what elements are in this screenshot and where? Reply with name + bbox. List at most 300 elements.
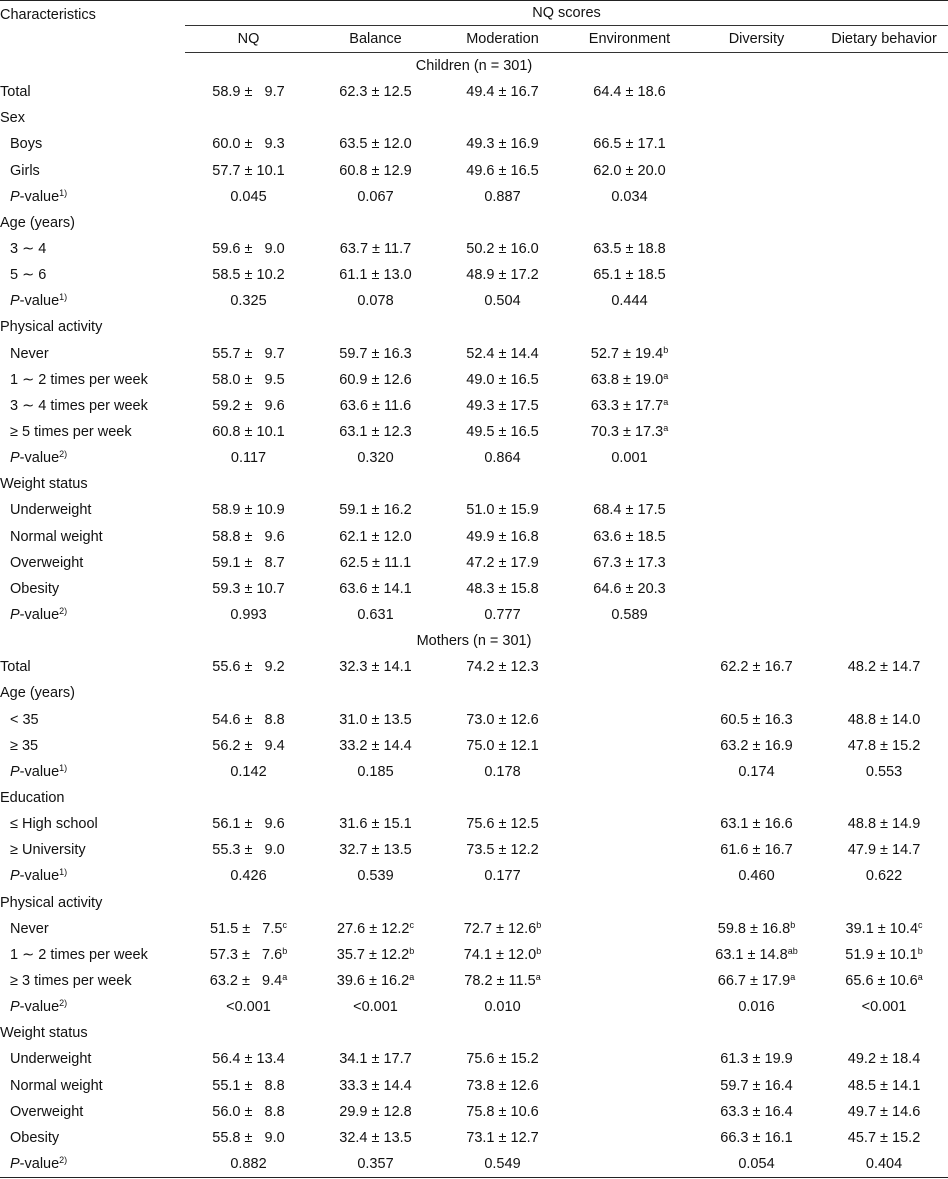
table-cell: 56.0 ± 8.8	[212, 1103, 285, 1120]
table-cell	[693, 262, 820, 288]
table-cell: 45.7 ± 15.2	[847, 1129, 921, 1146]
footnote-marker: 1)	[59, 187, 68, 198]
table-cell: <0.001	[353, 999, 398, 1016]
significance-letter: a	[663, 370, 669, 381]
row-label: Never	[10, 920, 49, 937]
table-cell	[693, 471, 820, 497]
table-cell	[566, 759, 693, 785]
significance-letter: b	[917, 945, 923, 956]
table-cell: 49.5 ± 16.5	[466, 424, 539, 441]
table-cell: 0.357	[312, 1151, 439, 1178]
table-cell	[185, 890, 312, 916]
table-cell: 0.444	[611, 293, 648, 310]
table-row	[0, 863, 948, 889]
table-cell: 0.426	[230, 868, 267, 885]
table-cell	[693, 602, 820, 628]
children-section-label: Children (n = 301)	[415, 58, 533, 75]
table-cell: 66.5 ± 17.1	[593, 136, 666, 153]
table-cell	[439, 1020, 566, 1046]
footnote-marker: 2)	[59, 606, 68, 617]
table-cell: 59.2 ± 9.6	[212, 397, 285, 414]
table-cell: 0.404	[820, 1151, 948, 1178]
table-cell	[693, 131, 820, 157]
table-cell	[566, 994, 693, 1020]
table-cell	[312, 680, 439, 706]
table-cell	[820, 158, 948, 184]
column-header-diversity: Diversity	[693, 26, 820, 53]
table-cell: 51.5 ± 7.5$^c$	[210, 919, 287, 937]
significance-letter: a	[663, 396, 669, 407]
table-cell	[693, 393, 820, 419]
table-cell	[566, 1072, 693, 1098]
table-row	[0, 367, 948, 393]
table-cell: 32.7 ± 13.5	[339, 842, 412, 859]
table-cell	[312, 471, 439, 497]
table-row	[0, 811, 948, 837]
significance-letter: b	[282, 945, 288, 956]
table-cell	[820, 314, 948, 340]
footnote-marker: 1)	[59, 867, 68, 878]
table-cell	[693, 680, 820, 706]
row-label: Obesity	[10, 1129, 60, 1146]
table-cell: 0.504	[484, 293, 521, 310]
table-cell	[312, 890, 439, 916]
table-row	[0, 288, 948, 314]
table-cell: 0.622	[865, 868, 903, 885]
table-row	[0, 236, 948, 262]
table-row	[0, 576, 948, 602]
table-cell	[693, 785, 820, 811]
row-label: < 35	[10, 711, 39, 728]
row-label: Obesity	[10, 580, 60, 597]
table-cell: 59.1 ± 8.7	[212, 554, 285, 571]
table-cell: 49.0 ± 16.5	[466, 371, 539, 388]
table-cell	[566, 733, 693, 759]
column-header-balance: Balance	[312, 26, 439, 53]
table-cell	[820, 131, 948, 157]
table-cell: 63.6 ± 18.5	[593, 528, 666, 545]
table-row	[0, 262, 948, 288]
table-cell: 29.9 ± 12.8	[339, 1103, 412, 1120]
table-cell	[566, 785, 693, 811]
table-cell: 0.177	[484, 868, 521, 885]
table-cell: 0.016	[738, 999, 775, 1016]
table-cell: 31.0 ± 13.5	[339, 711, 412, 728]
table-row	[0, 210, 948, 236]
row-label: Sex	[0, 110, 25, 127]
table-cell: 56.1 ± 9.6	[212, 816, 285, 833]
table-cell: 60.8 ± 12.9	[339, 162, 412, 179]
table-cell: 50.2 ± 16.0	[466, 241, 539, 258]
table-cell: 78.2 ± 11.5$^a$	[464, 971, 541, 989]
table-cell	[312, 105, 439, 131]
table-cell	[566, 105, 693, 131]
table-row	[0, 1020, 948, 1046]
row-label: Boys	[10, 136, 43, 153]
table-cell: 34.1 ± 17.7	[339, 1051, 412, 1068]
table-cell: 62.1 ± 12.0	[339, 528, 412, 545]
table-row	[0, 79, 948, 105]
table-cell: 60.5 ± 16.3	[720, 711, 793, 728]
table-cell: 48.2 ± 14.7	[847, 659, 921, 676]
table-cell	[820, 79, 948, 105]
table-cell	[820, 785, 948, 811]
table-cell	[439, 314, 566, 340]
column-header-environment: Environment	[566, 26, 693, 53]
table-cell: 73.8 ± 12.6	[466, 1077, 539, 1094]
table-cell	[820, 890, 948, 916]
table-row	[0, 158, 948, 184]
table-cell	[439, 785, 566, 811]
table-cell: 49.4 ± 16.7	[466, 84, 539, 101]
table-cell	[820, 471, 948, 497]
table-cell: 49.2 ± 18.4	[847, 1051, 921, 1068]
row-label: P-value$^{2)}$	[10, 449, 68, 467]
table-cell: 65.1 ± 18.5	[593, 267, 666, 284]
table-cell: 0.993	[230, 607, 267, 624]
table-cell: 0.539	[357, 868, 394, 885]
table-cell: 74.1 ± 12.0$^b$	[463, 945, 542, 963]
table-cell: 0.067	[357, 188, 394, 205]
significance-letter: b	[663, 344, 669, 355]
table-cell: 49.7 ± 14.6	[847, 1103, 921, 1120]
table-cell: 48.9 ± 17.2	[466, 267, 539, 284]
table-cell: 63.2 ± 16.9	[720, 737, 793, 754]
table-row	[0, 524, 948, 550]
table-cell: 48.8 ± 14.9	[847, 816, 921, 833]
row-label: P-value$^{2)}$	[0, 1151, 185, 1178]
table-cell: 32.4 ± 13.5	[339, 1129, 412, 1146]
table-cell: 0.631	[357, 607, 394, 624]
table-cell	[566, 916, 693, 942]
row-label: Age (years)	[0, 685, 75, 702]
table-cell: 0.034	[611, 188, 648, 205]
table-row	[0, 550, 948, 576]
table-row	[0, 419, 948, 445]
table-cell: 63.7 ± 11.7	[339, 241, 412, 258]
table-cell	[820, 184, 948, 210]
row-label: 1 ∼ 2 times per week	[10, 371, 148, 388]
table-row	[0, 890, 948, 916]
table-cell	[566, 1125, 693, 1151]
table-cell	[693, 288, 820, 314]
table-cell	[693, 890, 820, 916]
row-label: P-value$^{1)}$	[10, 762, 68, 780]
table-cell: 63.2 ± 9.4$^a$	[209, 971, 288, 989]
table-cell	[820, 105, 948, 131]
table-cell: 62.2 ± 16.7	[720, 659, 793, 676]
significance-letter: a	[790, 971, 796, 982]
row-label: ≤ High school	[10, 816, 98, 833]
table-row	[0, 707, 948, 733]
table-cell: 0.325	[230, 293, 267, 310]
table-cell	[566, 890, 693, 916]
table-cell	[693, 236, 820, 262]
table-cell: 49.9 ± 16.8	[466, 528, 539, 545]
table-cell: 63.3 ± 17.7$^a$	[590, 396, 669, 414]
table-row	[0, 680, 948, 706]
table-cell	[820, 210, 948, 236]
table-cell	[820, 576, 948, 602]
table-cell: 32.3 ± 14.1	[339, 659, 412, 676]
table-row	[0, 785, 948, 811]
table-cell	[820, 550, 948, 576]
row-label: Never	[10, 345, 49, 362]
table-cell: 0.054	[693, 1151, 820, 1178]
row-label: 1 ∼ 2 times per week	[10, 946, 148, 963]
children-section-row	[0, 53, 948, 80]
row-label: ≥ 3 times per week	[10, 972, 132, 989]
row-label: Total	[0, 659, 31, 676]
table-cell: 0.185	[357, 763, 394, 780]
table-cell	[820, 341, 948, 367]
row-label: ≥ 35	[10, 737, 39, 754]
significance-letter: c	[918, 919, 923, 930]
table-cell	[439, 680, 566, 706]
table-cell: <0.001	[861, 999, 907, 1016]
table-cell: 27.6 ± 12.2$^c$	[337, 919, 414, 937]
row-label: P-value$^{2)}$	[10, 606, 68, 624]
table-cell: 59.3 ± 10.7	[212, 580, 285, 597]
mothers-section-row	[0, 628, 948, 654]
table-row	[0, 1099, 948, 1125]
table-cell	[820, 445, 948, 471]
row-label: Total	[0, 84, 31, 101]
row-label: P-value$^{2)}$	[10, 998, 68, 1016]
table-cell: 61.1 ± 13.0	[339, 267, 412, 284]
significance-letter: ab	[787, 945, 798, 956]
table-cell: 39.6 ± 16.2$^a$	[336, 971, 415, 989]
table-cell	[820, 419, 948, 445]
table-cell: 63.8 ± 19.0$^a$	[590, 370, 669, 388]
table-cell	[439, 105, 566, 131]
table-cell	[693, 79, 820, 105]
table-cell: 0.864	[484, 450, 521, 467]
table-row	[0, 602, 948, 628]
table-cell	[185, 210, 312, 236]
table-cell: 0.174	[738, 763, 775, 780]
table-row	[0, 654, 948, 680]
significance-letter: b	[536, 919, 542, 930]
significance-letter: c	[282, 919, 287, 930]
table-cell: 52.4 ± 14.4	[466, 345, 539, 362]
mothers-section-label: Mothers (n = 301)	[416, 633, 532, 650]
table-cell: 60.8 ± 10.1	[212, 424, 285, 441]
table-row	[0, 184, 948, 210]
row-label: Overweight	[10, 554, 84, 571]
table-cell	[820, 393, 948, 419]
table-cell: 51.9 ± 10.1$^b$	[845, 945, 923, 963]
table-cell	[566, 1046, 693, 1072]
row-label: Overweight	[10, 1103, 84, 1120]
table-cell	[312, 1020, 439, 1046]
row-label: 3 ∼ 4 times per week	[10, 397, 148, 414]
significance-letter: b	[790, 919, 796, 930]
table-cell: 59.7 ± 16.3	[339, 345, 412, 362]
row-label: Girls	[10, 162, 40, 179]
table-row	[0, 314, 948, 340]
table-cell: 74.2 ± 12.3	[466, 659, 539, 676]
table-cell	[693, 314, 820, 340]
table-cell: 63.1 ± 14.8$^{ab}$	[715, 945, 798, 963]
table-cell: 58.0 ± 9.5	[212, 371, 285, 388]
table-cell: 73.5 ± 12.2	[466, 842, 539, 859]
table-row	[0, 994, 948, 1020]
table-cell	[693, 184, 820, 210]
table-cell	[693, 158, 820, 184]
table-cell: 60.0 ± 9.3	[212, 136, 285, 153]
table-cell	[693, 550, 820, 576]
table-cell	[820, 1020, 948, 1046]
table-cell: 63.5 ± 18.8	[593, 241, 666, 258]
table-cell: 55.3 ± 9.0	[212, 842, 285, 859]
table-cell: 67.3 ± 17.3	[593, 554, 666, 571]
table-cell	[312, 210, 439, 236]
table-cell: 70.3 ± 17.3$^a$	[590, 423, 669, 441]
table-cell: 31.6 ± 15.1	[339, 816, 412, 833]
column-header-moderation: Moderation	[439, 26, 566, 53]
table-cell: 0.078	[357, 293, 394, 310]
significance-letter: a	[535, 971, 541, 982]
table-cell: 60.9 ± 12.6	[339, 371, 412, 388]
table-cell	[439, 210, 566, 236]
significance-letter: a	[663, 423, 669, 434]
table-cell	[566, 654, 693, 680]
table-cell: 62.0 ± 20.0	[593, 162, 666, 179]
significance-letter: a	[917, 971, 923, 982]
table-cell: 63.6 ± 14.1	[339, 580, 412, 597]
table-row	[0, 733, 948, 759]
table-cell	[820, 367, 948, 393]
table-cell: 58.9 ± 9.7	[212, 84, 285, 101]
table-cell: 61.3 ± 19.9	[720, 1051, 793, 1068]
row-label: P-value$^{1)}$	[10, 292, 68, 310]
table-cell: 62.5 ± 11.1	[339, 554, 412, 571]
row-label: 3 ∼ 4	[10, 241, 47, 258]
row-label: 5 ∼ 6	[10, 267, 47, 284]
table-cell	[693, 497, 820, 523]
table-row	[0, 916, 948, 942]
table-row	[0, 393, 948, 419]
table-cell: 48.3 ± 15.8	[466, 580, 539, 597]
table-cell	[185, 105, 312, 131]
table-cell: 63.6 ± 11.6	[339, 397, 412, 414]
table-cell	[693, 210, 820, 236]
table-cell: 62.3 ± 12.5	[339, 84, 412, 101]
table-cell	[693, 576, 820, 602]
table-cell: 0.882	[185, 1151, 312, 1178]
table-cell: 66.7 ± 17.9$^a$	[717, 971, 796, 989]
table-row	[0, 471, 948, 497]
row-label: Education	[0, 790, 65, 806]
row-label: Underweight	[10, 502, 92, 519]
table-cell	[820, 497, 948, 523]
table-row	[0, 497, 948, 523]
row-label: Weight status	[0, 476, 88, 493]
table-cell: 54.6 ± 8.8	[212, 711, 285, 728]
table-cell: 55.6 ± 9.2	[212, 659, 285, 676]
table-row	[0, 131, 948, 157]
row-label: Physical activity	[0, 894, 103, 911]
table-cell: 0.142	[230, 763, 267, 780]
table-cell: 63.5 ± 12.0	[339, 136, 412, 153]
table-cell: 0.549	[439, 1151, 566, 1178]
footnote-marker: 2)	[59, 1154, 68, 1165]
table-cell: 64.6 ± 20.3	[593, 580, 666, 597]
table-cell: 73.1 ± 12.7	[466, 1129, 539, 1146]
table-cell	[566, 968, 693, 994]
table-cell	[566, 837, 693, 863]
footnote-marker: 1)	[59, 292, 68, 303]
table-cell	[312, 785, 439, 811]
row-label: P-value$^{1)}$	[10, 187, 68, 205]
significance-letter: b	[409, 945, 415, 956]
table-cell: 55.1 ± 8.8	[212, 1077, 285, 1094]
table-cell: 56.4 ± 13.4	[212, 1051, 285, 1068]
table-cell: 0.887	[484, 188, 521, 205]
table-cell: 75.6 ± 15.2	[466, 1051, 539, 1068]
table-cell	[820, 262, 948, 288]
table-row	[0, 445, 948, 471]
table-cell	[439, 471, 566, 497]
table-cell: 0.589	[611, 607, 648, 624]
table-cell: 48.5 ± 14.1	[847, 1077, 921, 1094]
table-cell	[566, 1020, 693, 1046]
table-cell: 47.8 ± 15.2	[847, 737, 921, 754]
table-cell: 63.1 ± 12.3	[339, 424, 412, 441]
table-cell: 0.010	[484, 999, 521, 1016]
footnote-marker: 2)	[59, 449, 68, 460]
column-header-nq: NQ	[185, 26, 312, 53]
table-cell	[693, 105, 820, 131]
table-cell: 56.2 ± 9.4	[212, 737, 285, 754]
table-cell	[693, 341, 820, 367]
table-cell: 0.460	[738, 868, 775, 885]
footnote-marker: 1)	[59, 762, 68, 773]
table-cell: 75.0 ± 12.1	[466, 737, 539, 754]
table-cell: 59.1 ± 16.2	[339, 502, 412, 519]
table-cell	[566, 210, 693, 236]
row-label: Weight status	[0, 1025, 88, 1042]
table-cell: 57.3 ± 7.6$^b$	[209, 945, 288, 963]
table-cell: 0.777	[484, 607, 521, 624]
table-cell	[566, 1099, 693, 1125]
row-label: Normal weight	[10, 528, 103, 545]
table-cell	[312, 314, 439, 340]
table-row	[0, 105, 948, 131]
table-cell	[566, 863, 693, 889]
table-cell: 49.6 ± 16.5	[466, 162, 539, 179]
table-row	[0, 942, 948, 968]
table-row	[0, 1151, 948, 1178]
column-header-dietary-behavior: Dietary behavior	[820, 26, 948, 53]
significance-letter: a	[409, 971, 415, 982]
table-cell: 33.3 ± 14.4	[339, 1077, 412, 1094]
table-cell	[185, 785, 312, 811]
table-row	[0, 1072, 948, 1098]
table-cell: 63.3 ± 16.4	[720, 1103, 793, 1120]
table-cell: 0.553	[865, 763, 903, 780]
table-cell: 65.6 ± 10.6$^a$	[845, 971, 923, 989]
table-cell: 48.8 ± 14.0	[847, 711, 921, 728]
table-cell	[820, 236, 948, 262]
table-cell: 72.7 ± 12.6$^b$	[463, 919, 542, 937]
significance-letter: b	[536, 945, 542, 956]
table-cell: 59.7 ± 16.4	[720, 1077, 793, 1094]
table-cell: 55.8 ± 9.0	[212, 1129, 285, 1146]
table-cell: 0.117	[230, 450, 267, 467]
significance-letter: a	[282, 971, 288, 982]
